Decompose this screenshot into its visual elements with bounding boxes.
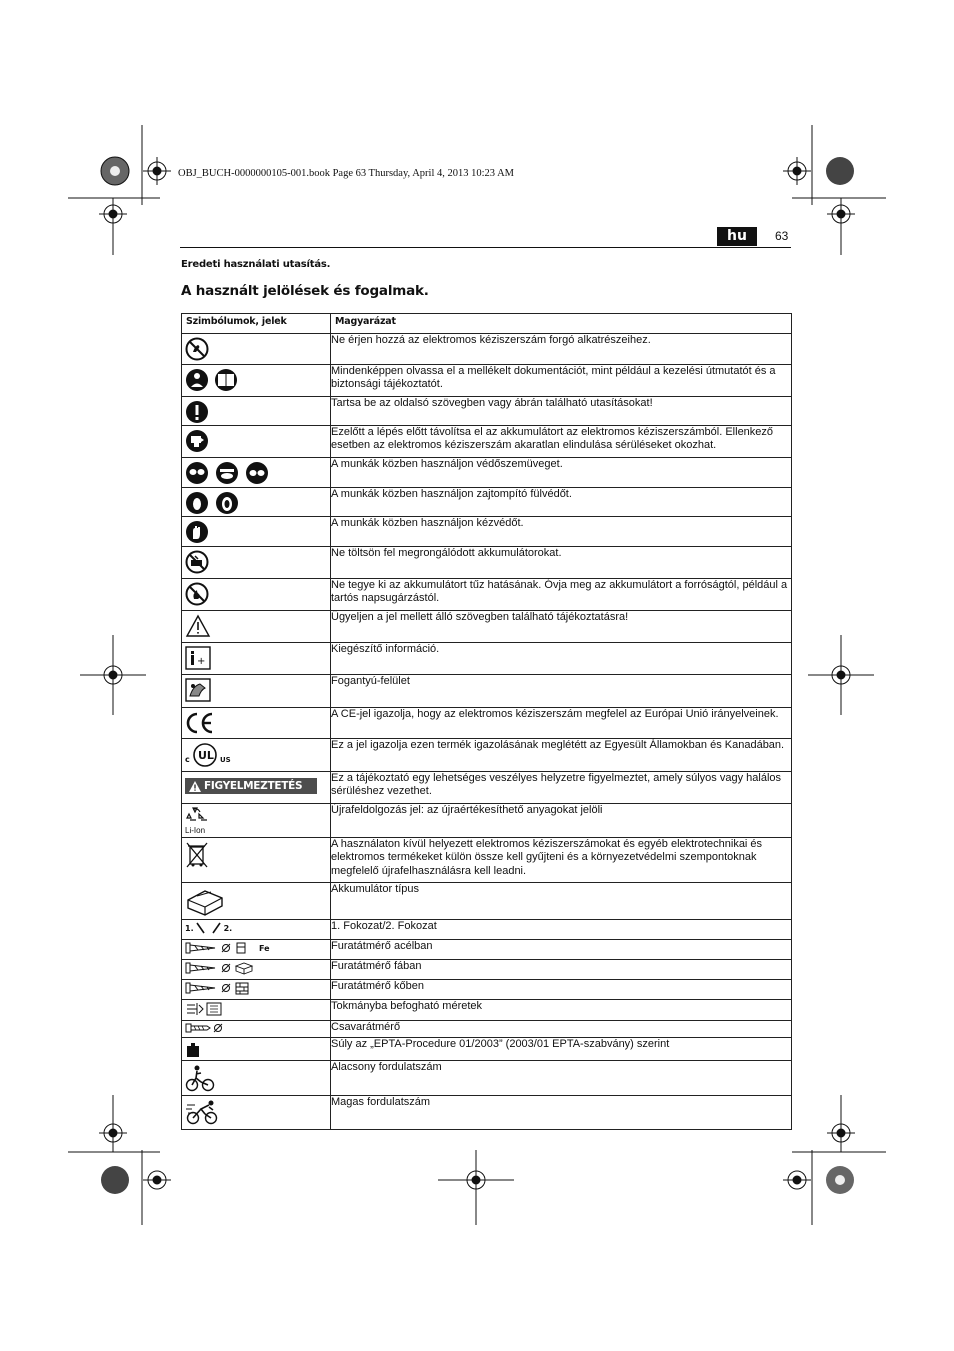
svg-text:UL: UL xyxy=(198,749,214,762)
explanation-text: Tokmányba befogható méretek xyxy=(331,1000,792,1021)
column-header-symbols: Szimbólumok, jelek xyxy=(182,314,331,334)
svg-text:c: c xyxy=(185,755,190,764)
remove-battery-icon xyxy=(185,429,209,453)
slow-bicycle-icon xyxy=(185,1064,215,1092)
gear-stage-1-label: 1. xyxy=(185,923,194,933)
svg-text:+: + xyxy=(197,656,206,667)
exclamation-icon xyxy=(185,400,209,424)
table-header-row xyxy=(182,314,792,334)
grip-surface-icon xyxy=(185,678,211,702)
table-row xyxy=(182,883,792,920)
explanation-text: A használaton kívül helyezett elektromos kéziszerszámokat és egyéb elektrotechnikai és elektromos termékeket külön össze kell gyűjteni és a környezetvédelmi szempontoknak megfelelő újrafelhasználásra kell leadni. xyxy=(331,838,792,883)
ul-mark-icon xyxy=(185,742,233,768)
explanation-text: Ezelőtt a lépés előtt távolítsa el az akkumulátort az elektromos kéziszerszámból. Ellenkező esetben az elektromos kéziszerszám akaratlan elindulása sérüléseket okozhat. xyxy=(331,426,792,458)
language-badge: hu xyxy=(717,227,757,246)
explanation-text: Ez a jel igazolja ezen termék igazolásának meglététt az Egyesült Államokban és Kanadában. xyxy=(331,739,792,772)
gear-stage-2-label: 2. xyxy=(223,923,233,933)
table-row xyxy=(182,1096,792,1130)
explanation-text: Furatátmérő kőben xyxy=(331,980,792,1000)
table-row xyxy=(182,426,792,458)
recycling-li-ion-icon xyxy=(185,806,211,826)
table-row xyxy=(182,643,792,675)
print-info-line: OBJ_BUCH-0000000105-001.book Page 63 Thursday, April 4, 2013 10:23 AM xyxy=(178,168,514,179)
column-header-explanation: Magyarázat xyxy=(331,314,792,334)
warning-triangle-icon xyxy=(185,614,211,638)
chuck-range-icon xyxy=(185,1001,223,1017)
table-row xyxy=(182,708,792,739)
table-row xyxy=(182,579,792,611)
explanation-text: Fogantyú-felület xyxy=(331,675,792,708)
explanation-text: Furatátmérő fában xyxy=(331,960,792,980)
drill-steel-icon xyxy=(185,941,255,955)
explanation-text: Mindenképpen olvassa el a mellékelt dokumentációt, mint például a kezelési útmutatót és a biztonsági tájékoztatót. xyxy=(331,365,792,397)
explanation-text: 1. Fokozat/2. Fokozat xyxy=(331,920,792,940)
battery-type-icon xyxy=(185,886,225,918)
drill-wood-icon xyxy=(185,961,255,975)
explanation-text: Súly az „EPTA-Procedure 01/2003” (2003/01 EPTA-szabvány) szerint xyxy=(331,1038,792,1061)
explanation-text: Tartsa be az oldalsó szövegben vagy ábrán található utasításokat! xyxy=(331,397,792,426)
header-rule xyxy=(180,247,791,248)
table-row xyxy=(182,1061,792,1096)
explanation-text: A munkák közben használjon zajtompító fülvédőt. xyxy=(331,488,792,517)
table-row xyxy=(182,365,792,397)
explanation-text: Kiegészítő információ. xyxy=(331,643,792,675)
info-icon xyxy=(185,646,211,670)
explanation-text: Újrafeldolgozás jel: az újraértékesíthető anyagokat jelöli xyxy=(331,804,792,838)
svg-text:US: US xyxy=(220,756,231,764)
ce-mark-icon xyxy=(185,711,215,735)
table-row xyxy=(182,1021,792,1038)
table-row xyxy=(182,488,792,517)
warning-banner-text: FIGYELMEZTETÉS xyxy=(204,780,303,792)
explanation-text: A munkák közben használjon védőszemüveget. xyxy=(331,458,792,488)
weight-icon xyxy=(185,1042,201,1058)
explanation-text: Ne érjen hozzá az elektromos kéziszerszám forgó alkatrészeihez. xyxy=(331,334,792,365)
table-row xyxy=(182,1000,792,1021)
explanation-text: Alacsony fordulatszám xyxy=(331,1061,792,1096)
explanation-text: A CE-jel igazolja, hogy az elektromos kéziszerszám megfelel az Európai Unió irányelveinek. xyxy=(331,708,792,739)
explanation-text: Ügyeljen a jel mellett álló szövegben található tájékoztatásra! xyxy=(331,611,792,643)
table-row xyxy=(182,334,792,365)
table-row xyxy=(182,838,792,883)
table-row xyxy=(182,960,792,980)
warning-banner-icon xyxy=(185,778,317,794)
table-row xyxy=(182,458,792,488)
no-charge-damaged-battery-icon xyxy=(185,550,209,574)
screw-diameter-icon xyxy=(185,1022,225,1034)
document-subtitle: Eredeti használati utasítás. xyxy=(181,259,331,270)
explanation-text: Ne töltsön fel megrongálódott akkumulátorokat. xyxy=(331,547,792,579)
safety-goggles-icon xyxy=(185,461,269,485)
ear-protection-icon xyxy=(185,491,239,515)
gloves-icon xyxy=(185,520,209,544)
table-row xyxy=(182,940,792,960)
explanation-text: Ne tegye ki az akkumulátort tűz hatásának. Óvja meg az akkumulátort a forróságtól, például a tartós napsugárzástól. xyxy=(331,579,792,611)
table-row xyxy=(182,980,792,1000)
table-row xyxy=(182,547,792,579)
table-row xyxy=(182,1038,792,1061)
table-row xyxy=(182,920,792,940)
fast-bicycle-icon xyxy=(185,1099,219,1125)
read-manual-icon xyxy=(185,368,239,392)
gear-stage-icon xyxy=(196,922,222,934)
explanation-text: Ez a tájékoztató egy lehetséges veszélyes helyzetre figyelmeztet, amely súlyos vagy halálos sérüléshez vezethet. xyxy=(331,772,792,804)
table-row xyxy=(182,517,792,547)
crossed-bin-icon xyxy=(185,841,209,869)
explanation-text: Furatátmérő acélban xyxy=(331,940,792,960)
table-row xyxy=(182,772,792,804)
steel-suffix: Fe xyxy=(259,943,270,953)
table-row xyxy=(182,611,792,643)
table-row xyxy=(182,397,792,426)
table-row xyxy=(182,804,792,838)
explanation-text: A munkák közben használjon kézvédőt. xyxy=(331,517,792,547)
no-fire-icon xyxy=(185,582,209,606)
no-touch-rotating-parts-icon xyxy=(185,337,209,361)
table-row xyxy=(182,675,792,708)
symbols-table xyxy=(181,313,792,1130)
explanation-text: Magas fordulatszám xyxy=(331,1096,792,1130)
table-row xyxy=(182,739,792,772)
drill-masonry-icon xyxy=(185,981,255,995)
li-ion-label: Li-Ion xyxy=(185,826,206,835)
warning-triangle-small-icon xyxy=(189,781,201,792)
page-number: 63 xyxy=(775,229,789,243)
explanation-text: Akkumulátor típus xyxy=(331,883,792,920)
section-title: A használt jelölések és fogalmak. xyxy=(181,283,429,299)
explanation-text: Csavarátmérő xyxy=(331,1021,792,1038)
